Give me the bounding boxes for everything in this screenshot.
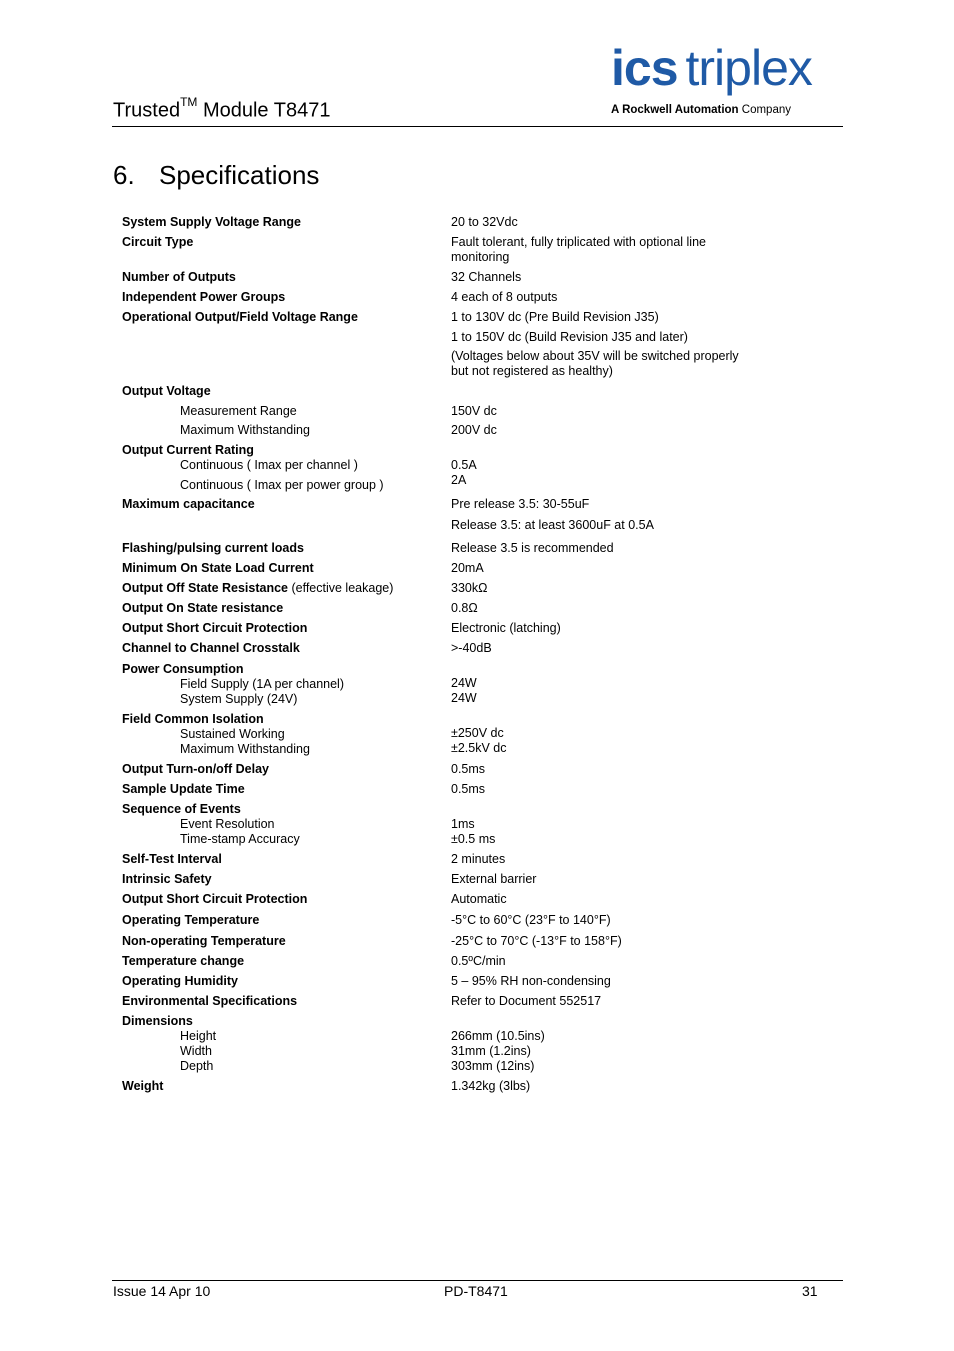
spec-sublabel: Field Supply (1A per channel) bbox=[180, 677, 344, 691]
spec-value-line: 4 each of 8 outputs bbox=[451, 290, 558, 304]
spec-label bbox=[122, 994, 442, 1009]
spec-sublabel: Height bbox=[180, 1029, 217, 1043]
spec-label bbox=[122, 601, 442, 616]
spec-label-text: Sample Update Time bbox=[122, 782, 245, 796]
spec-sublabel: Continuous ( Imax per channel ) bbox=[180, 458, 358, 472]
spec-label bbox=[122, 872, 442, 887]
spec-label-text: Operating Temperature bbox=[122, 913, 260, 927]
spec-value bbox=[451, 541, 781, 556]
spec-label-text: Output Current Rating bbox=[122, 443, 254, 457]
spec-label bbox=[122, 478, 442, 493]
spec-label-text: Output Off State Resistance bbox=[122, 581, 288, 595]
spec-value-line: Pre release 3.5: 30-55uF bbox=[451, 497, 590, 511]
spec-sublabel: Measurement Range bbox=[180, 404, 297, 418]
spec-value-line: -5°C to 60°C (23°F to 140°F) bbox=[451, 913, 611, 927]
header-title-text: Trusted bbox=[113, 99, 181, 122]
spec-value-line: 0.5A bbox=[451, 458, 477, 472]
spec-label-text: Environmental Specifications bbox=[122, 994, 298, 1008]
spec-value-line: 31mm (1.2ins) bbox=[451, 1044, 531, 1058]
spec-label-text: Operational Output/Field Voltage Range bbox=[122, 310, 358, 324]
spec-label-text: Self-Test Interval bbox=[122, 852, 222, 866]
spec-value bbox=[451, 518, 781, 533]
spec-sublabel: Width bbox=[180, 1044, 212, 1058]
spec-value bbox=[451, 290, 781, 305]
spec-label-text: Flashing/pulsing current loads bbox=[122, 541, 304, 555]
spec-label bbox=[122, 782, 442, 797]
spec-value bbox=[451, 1029, 781, 1074]
spec-sublabel: Maximum Withstanding bbox=[180, 423, 310, 437]
spec-value bbox=[451, 892, 781, 907]
spec-label bbox=[122, 1014, 442, 1074]
trademark-sup: TM bbox=[180, 95, 198, 109]
section-title: Specifications bbox=[159, 160, 320, 190]
spec-label-text: Sequence of Events bbox=[122, 802, 241, 816]
spec-value-line: 1 to 150V dc (Build Revision J35 and later) bbox=[451, 330, 688, 344]
spec-label bbox=[122, 310, 442, 325]
spec-label bbox=[122, 443, 442, 473]
spec-value-line: 24W bbox=[451, 676, 477, 690]
spec-value-line: 266mm (10.5ins) bbox=[451, 1029, 545, 1043]
spec-value-line: 0.8Ω bbox=[451, 601, 478, 615]
spec-value-line: 0.5ms bbox=[451, 762, 486, 776]
spec-value-line: ±250V dc bbox=[451, 726, 504, 740]
spec-sublabel: Depth bbox=[180, 1059, 214, 1073]
spec-value-line: monitoring bbox=[451, 250, 510, 264]
spec-label-text: Minimum On State Load Current bbox=[122, 561, 314, 575]
spec-value-line: 303mm (12ins) bbox=[451, 1059, 535, 1073]
spec-value bbox=[451, 270, 781, 285]
spec-value bbox=[451, 782, 781, 797]
spec-value-line: 2 minutes bbox=[451, 852, 506, 866]
section-heading bbox=[113, 160, 319, 191]
spec-label bbox=[122, 852, 442, 867]
spec-label-text: Weight bbox=[122, 1079, 164, 1093]
spec-label-text: Channel to Channel Crosstalk bbox=[122, 641, 300, 655]
spec-value bbox=[451, 872, 781, 887]
footer-issue: Issue 14 Apr 10 bbox=[113, 1283, 211, 1299]
spec-label-text: Circuit Type bbox=[122, 235, 194, 249]
spec-label bbox=[122, 290, 442, 305]
logo-ics: ics bbox=[611, 40, 678, 96]
spec-value bbox=[451, 235, 781, 265]
spec-label bbox=[122, 913, 442, 928]
spec-value bbox=[451, 954, 781, 969]
spec-value-line: Release 3.5: at least 3600uF at 0.5A bbox=[451, 518, 654, 532]
spec-value-line: External barrier bbox=[451, 872, 537, 886]
spec-label-note: (effective leakage) bbox=[288, 581, 394, 595]
spec-value-line: 24W bbox=[451, 691, 477, 705]
spec-value bbox=[451, 349, 781, 379]
spec-value-line: 330kΩ bbox=[451, 581, 488, 595]
logo-tagline bbox=[611, 104, 843, 116]
spec-value bbox=[451, 581, 781, 596]
header-divider bbox=[112, 126, 843, 127]
spec-label-text: Output Voltage bbox=[122, 384, 211, 398]
spec-value bbox=[451, 762, 781, 777]
spec-value bbox=[451, 1079, 781, 1094]
spec-value-line: 0.5ms bbox=[451, 782, 486, 796]
spec-label-text: Independent Power Groups bbox=[122, 290, 286, 304]
ics-triplex-logo bbox=[611, 40, 843, 116]
spec-label bbox=[122, 892, 442, 907]
spec-label bbox=[122, 235, 442, 250]
spec-value-line: 5 – 95% RH non-condensing bbox=[451, 974, 611, 988]
spec-label-text: Power Consumption bbox=[122, 662, 244, 676]
header-title bbox=[113, 95, 331, 123]
spec-label-text: Output Short Circuit Protection bbox=[122, 892, 308, 906]
spec-label bbox=[122, 561, 442, 576]
spec-value bbox=[451, 458, 781, 488]
spec-label-text: Number of Outputs bbox=[122, 270, 236, 284]
spec-label-text: Output On State resistance bbox=[122, 601, 284, 615]
spec-value-line: -25°C to 70°C (-13°F to 158°F) bbox=[451, 934, 622, 948]
spec-value bbox=[451, 310, 781, 325]
footer-divider bbox=[112, 1280, 843, 1281]
spec-label bbox=[122, 581, 442, 596]
spec-sublabel: Maximum Withstanding bbox=[180, 742, 310, 756]
spec-value-line: 150V dc bbox=[451, 404, 497, 418]
logo-company: Company bbox=[741, 104, 791, 116]
spec-value bbox=[451, 497, 781, 512]
spec-value bbox=[451, 913, 781, 928]
spec-label bbox=[122, 215, 442, 230]
spec-label bbox=[122, 1079, 442, 1094]
spec-value bbox=[451, 423, 781, 438]
footer-doc-number: PD-T8471 bbox=[444, 1283, 508, 1299]
spec-value bbox=[451, 561, 781, 576]
spec-value bbox=[451, 852, 781, 867]
spec-label-text: Operating Humidity bbox=[122, 974, 238, 988]
footer-page-number: 31 bbox=[802, 1283, 818, 1299]
spec-value-line: 20 to 32Vdc bbox=[451, 215, 518, 229]
spec-value bbox=[451, 726, 781, 756]
spec-value-line: 200V dc bbox=[451, 423, 497, 437]
spec-value bbox=[451, 621, 781, 636]
spec-sublabel: Time-stamp Accuracy bbox=[180, 832, 300, 846]
spec-value bbox=[451, 330, 781, 345]
spec-label-text: System Supply Voltage Range bbox=[122, 215, 301, 229]
spec-value bbox=[451, 934, 781, 949]
spec-label-text: Intrinsic Safety bbox=[122, 872, 212, 886]
spec-label-text: Field Common Isolation bbox=[122, 712, 264, 726]
spec-value-line: ±2.5kV dc bbox=[451, 741, 507, 755]
spec-label-text: Dimensions bbox=[122, 1014, 193, 1028]
spec-value-line: 1ms bbox=[451, 817, 475, 831]
spec-sublabel: System Supply (24V) bbox=[180, 692, 298, 706]
spec-value-line: 2A bbox=[451, 473, 467, 487]
spec-value bbox=[451, 994, 781, 1009]
spec-label bbox=[122, 270, 442, 285]
spec-value-line: 0.5ºC/min bbox=[451, 954, 506, 968]
spec-value-line: Fault tolerant, fully triplicated with optional line bbox=[451, 235, 706, 249]
spec-label bbox=[122, 954, 442, 969]
spec-value bbox=[451, 817, 781, 847]
spec-value-line: 20mA bbox=[451, 561, 484, 575]
header-title-module: Module T8471 bbox=[197, 99, 331, 122]
logo-triplex: triplex bbox=[685, 40, 812, 96]
logo-tagline-text: A Rockwell Automation bbox=[611, 104, 739, 116]
spec-label bbox=[122, 662, 442, 707]
spec-label bbox=[122, 934, 442, 949]
logo-wordmark bbox=[611, 40, 843, 96]
spec-label bbox=[122, 641, 442, 656]
spec-label-text: Output Turn-on/off Delay bbox=[122, 762, 269, 776]
spec-label bbox=[122, 974, 442, 989]
spec-label bbox=[122, 497, 442, 512]
spec-label bbox=[122, 712, 442, 757]
spec-value bbox=[451, 676, 781, 706]
spec-sublabel: Event Resolution bbox=[180, 817, 275, 831]
spec-label-text: Output Short Circuit Protection bbox=[122, 621, 308, 635]
spec-label-text: Temperature change bbox=[122, 954, 245, 968]
spec-label bbox=[122, 541, 442, 556]
spec-value-line: Automatic bbox=[451, 892, 507, 906]
spec-label bbox=[122, 621, 442, 636]
spec-label bbox=[122, 762, 442, 777]
section-number: 6. bbox=[113, 160, 135, 190]
spec-value-line: (Voltages below about 35V will be switched properly bbox=[451, 349, 739, 363]
spec-label-text: Maximum capacitance bbox=[122, 497, 255, 511]
spec-value bbox=[451, 215, 781, 230]
spec-value bbox=[451, 404, 781, 419]
spec-label bbox=[122, 384, 442, 399]
spec-value bbox=[451, 974, 781, 989]
spec-value-line: Electronic (latching) bbox=[451, 621, 561, 635]
spec-value-line: 1 to 130V dc (Pre Build Revision J35) bbox=[451, 310, 659, 324]
spec-value-line: 32 Channels bbox=[451, 270, 522, 284]
spec-sublabel: Sustained Working bbox=[180, 727, 285, 741]
spec-value bbox=[451, 641, 781, 656]
spec-label bbox=[122, 423, 442, 438]
spec-value-line: ±0.5 ms bbox=[451, 832, 496, 846]
spec-label-text: Non-operating Temperature bbox=[122, 934, 286, 948]
spec-label bbox=[122, 404, 442, 419]
spec-sublabel: Continuous ( Imax per power group ) bbox=[180, 478, 384, 492]
spec-value-line: >-40dB bbox=[451, 641, 492, 655]
spec-value bbox=[451, 601, 781, 616]
spec-value-line: but not registered as healthy) bbox=[451, 364, 613, 378]
spec-label bbox=[122, 802, 442, 847]
spec-value-line: Refer to Document 552517 bbox=[451, 994, 602, 1008]
spec-value-line: Release 3.5 is recommended bbox=[451, 541, 614, 555]
spec-value-line: 1.342kg (3lbs) bbox=[451, 1079, 531, 1093]
